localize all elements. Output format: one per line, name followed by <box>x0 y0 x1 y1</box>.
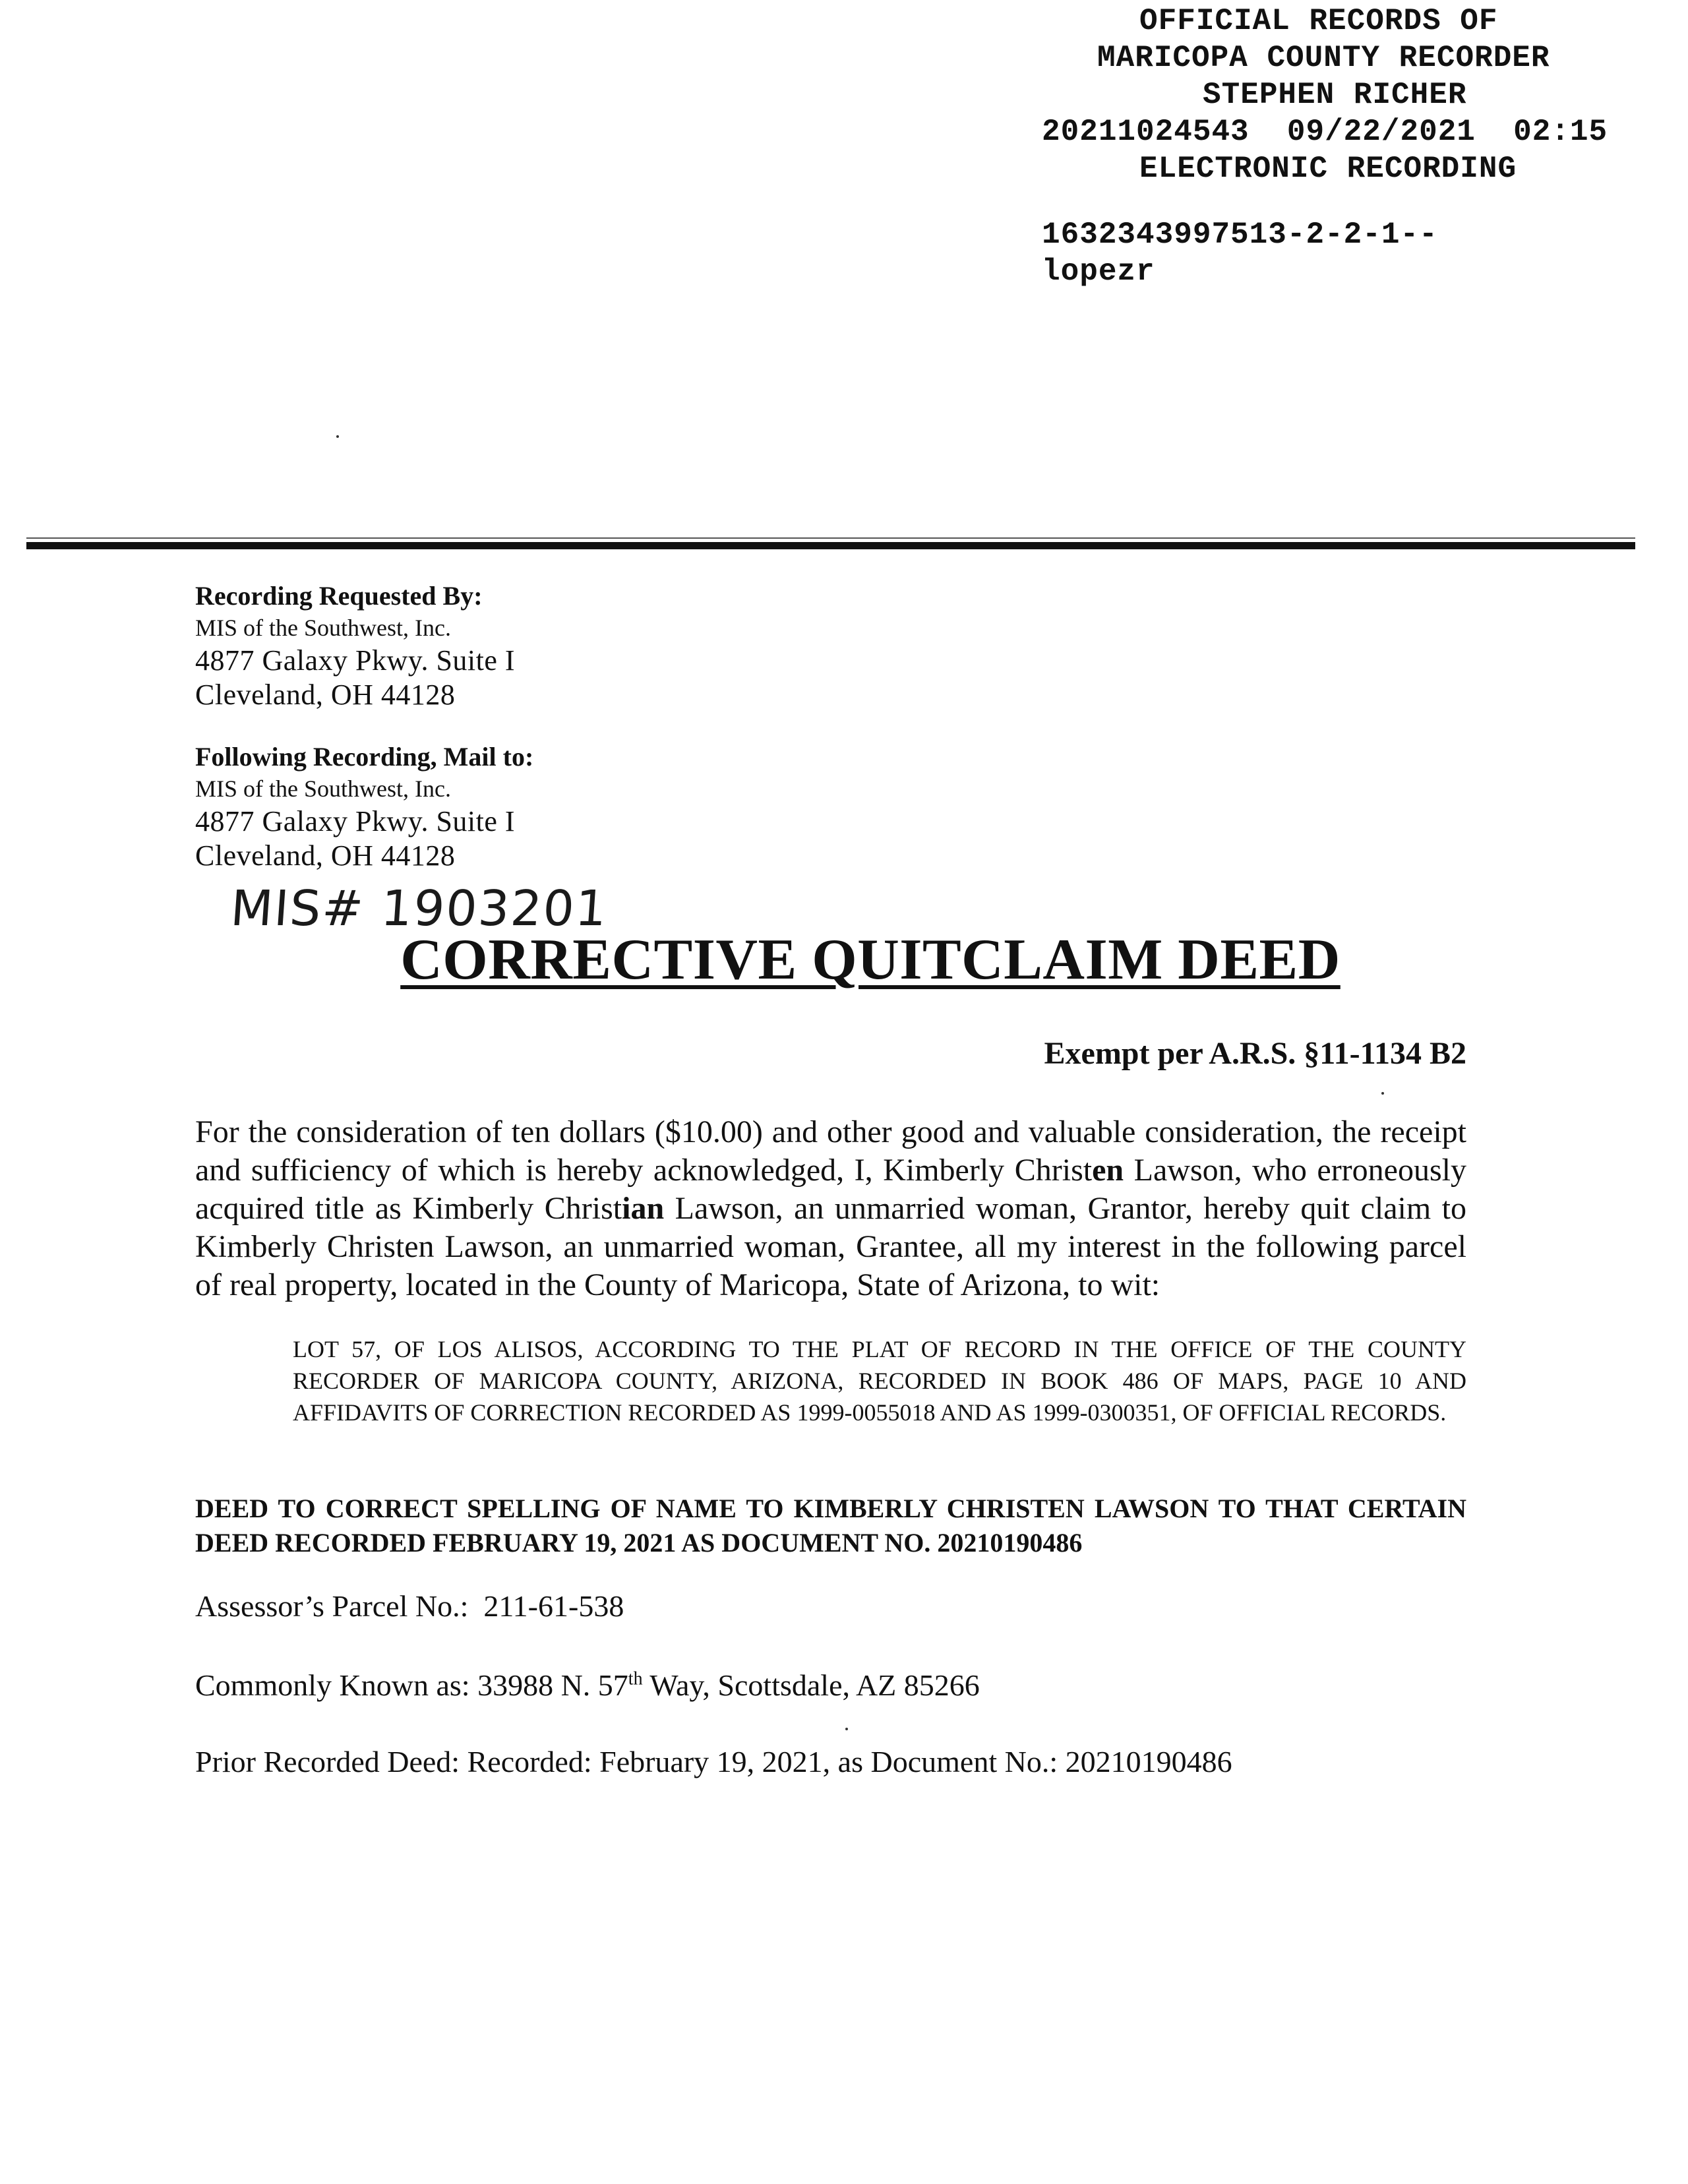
scan-speck <box>845 1728 848 1730</box>
requested-by-heading: Recording Requested By: <box>195 581 483 611</box>
commonly-known-value-1: 33988 N. 57 <box>477 1668 628 1702</box>
prior-deed-label: Prior Recorded Deed: <box>195 1745 460 1778</box>
stamp-line-3: STEPHEN RICHER <box>1203 78 1467 112</box>
stamp-clerk: lopezr <box>1042 255 1155 289</box>
requested-by-city: Cleveland, OH 44128 <box>195 679 456 711</box>
document-title: CORRECTIVE QUITCLAIM DEED <box>400 928 1341 992</box>
consideration-paragraph <box>195 1113 1466 1304</box>
prior-deed-value: Recorded: February 19, 2021, as Document No.: 20210190486 <box>467 1745 1232 1778</box>
scan-speck <box>1381 1092 1384 1095</box>
recorder-stamp <box>1029 3 1662 290</box>
consideration-text-1: For the consideration of ten dollars ($10.00) and other good and valuable consideration, the receipt and sufficiency of which is hereby acknowledged, I, Kimberly Christ <box>195 1114 1466 1188</box>
requested-by-name: MIS of the Southwest, Inc. <box>195 615 451 641</box>
consideration-bold-2: ian <box>622 1191 665 1226</box>
handwritten-file-number: MIS# 1903201 <box>228 880 610 937</box>
consideration-text-2: Lawson, who erroneously acquired title as Kimberly Christ <box>195 1153 1466 1226</box>
stamp-line-5: ELECTRONIC RECORDING <box>1139 152 1517 186</box>
header-divider-thin <box>26 537 1635 539</box>
exemption-statement: Exempt per A.R.S. §11-1134 B2 <box>1044 1036 1466 1071</box>
requested-by-street: 4877 Galaxy Pkwy. Suite I <box>195 644 516 677</box>
correction-statement: DEED TO CORRECT SPELLING OF NAME TO KIMBERLY CHRISTEN LAWSON TO THAT CERTAIN DEED RECORDED FEBRUARY 19, 2021 AS DOCUMENT NO. 20210190486 <box>195 1494 1466 1558</box>
stamp-line-1: OFFICIAL RECORDS OF <box>1139 4 1498 38</box>
mail-to-block <box>195 741 533 873</box>
stamp-reference-id: 1632343997513-2-2-1-- <box>1042 218 1438 252</box>
prior-deed-line <box>195 1744 1232 1780</box>
mail-to-heading: Following Recording, Mail to: <box>195 742 534 772</box>
stamp-line-2: MARICOPA COUNTY RECORDER <box>1097 41 1550 75</box>
commonly-known-line <box>195 1667 980 1704</box>
commonly-known-ordinal: th <box>628 1668 643 1689</box>
mail-to-name: MIS of the Southwest, Inc. <box>195 775 451 802</box>
header-divider <box>26 542 1635 549</box>
commonly-known-label: Commonly Known as: <box>195 1668 470 1702</box>
consideration-text-3: Lawson, an unmarried woman, Grantor, hereby quit claim to Kimberly Christen Lawson, an unmarried woman, Grantee, all my interest in the following parcel of real property, located in the County of Maricopa, State of Arizona, to wit: <box>195 1191 1466 1302</box>
mail-to-street: 4877 Galaxy Pkwy. Suite I <box>195 805 516 837</box>
assessor-parcel-line <box>195 1588 624 1625</box>
commonly-known-value-2: Way, Scottsdale, AZ 85266 <box>642 1668 980 1702</box>
mail-to-city: Cleveland, OH 44128 <box>195 839 456 872</box>
scan-speck <box>336 435 339 438</box>
consideration-bold-1: en <box>1092 1153 1124 1188</box>
recording-requested-by-block <box>195 580 515 712</box>
assessor-parcel-value: 211-61-538 <box>483 1589 624 1623</box>
legal-description: LOT 57, OF LOS ALISOS, ACCORDING TO THE PLAT OF RECORD IN THE OFFICE OF THE COUNTY RECORDER OF MARICOPA COUNTY, ARIZONA, RECORDED IN BOOK 486 OF MAPS, PAGE 10 AND AFFIDAVITS OF CORRECTION RECORDED AS 1999-0055018 AND AS 1999-0300351, OF OFFICIAL RECORDS. <box>293 1336 1466 1426</box>
stamp-line-4: 20211024543 09/22/2021 02:15 <box>1042 115 1608 149</box>
assessor-parcel-label: Assessor’s Parcel No.: <box>195 1589 469 1623</box>
